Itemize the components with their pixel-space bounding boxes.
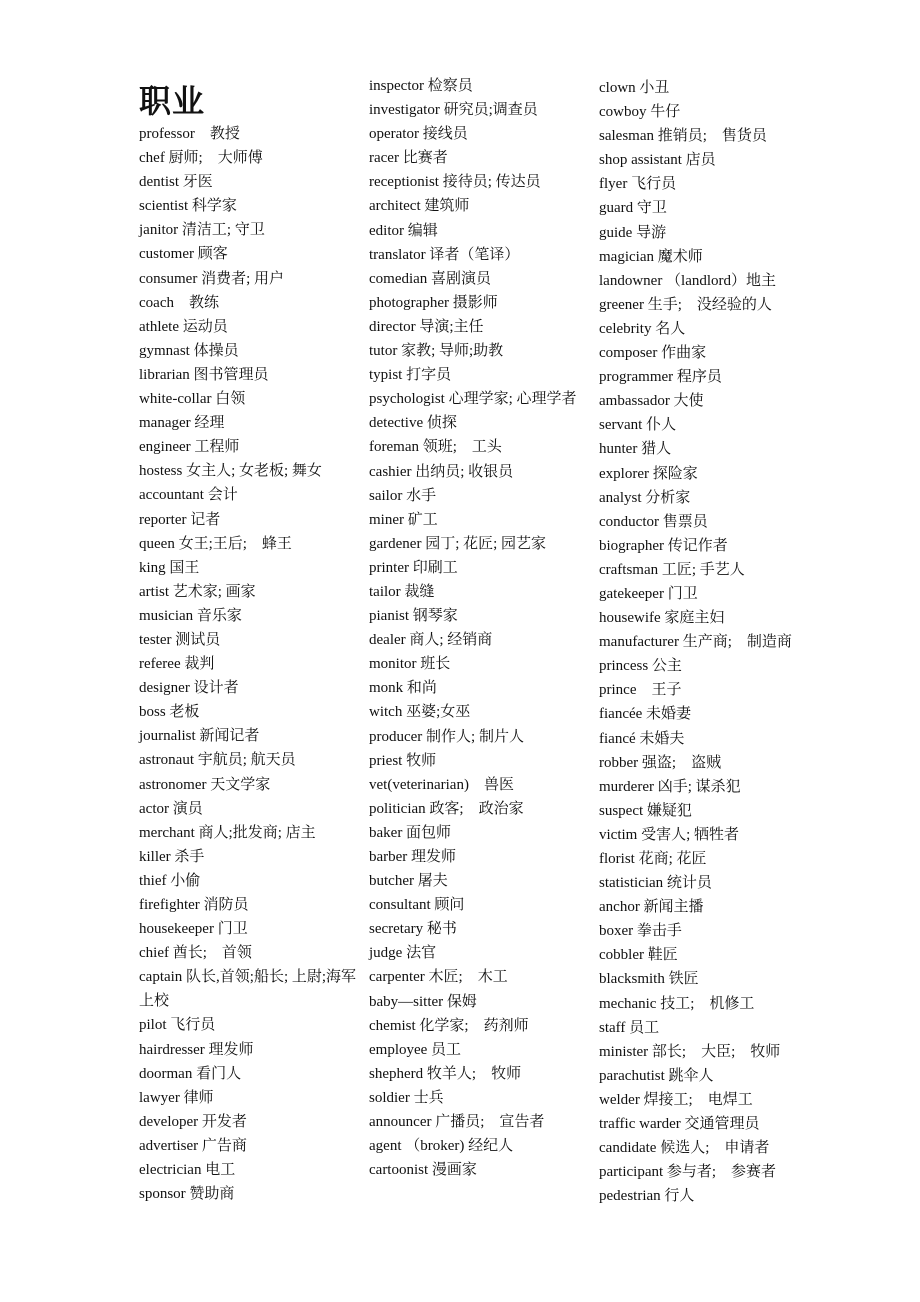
vocab-entry: greener 生手; 没经验的人 (599, 296, 772, 313)
vocab-entry: inspector 检察员 (369, 78, 473, 94)
vocab-entry: chef 厨师; 大师傅 (139, 150, 263, 167)
vocab-entry: accountant 会计 (139, 487, 238, 504)
vocab-entry: ambassador 大使 (599, 393, 704, 410)
vocab-entry: suspect 嫌疑犯 (599, 802, 692, 819)
vocab-entry: florist 花商; 花匠 (599, 851, 707, 867)
vocab-entry: housewife 家庭主妇 (599, 610, 725, 627)
vocab-entry: prince 王子 (599, 682, 682, 699)
vocab-entry: guide 导游 (599, 224, 667, 241)
vocab-entry: mechanic 技工; 机修工 (599, 995, 755, 1012)
vocab-entry: composer 作曲家 (599, 345, 707, 362)
vocab-entry: agent （broker) 经纪人 (369, 1138, 514, 1155)
vocab-entry: gymnast 体操员 (139, 342, 239, 359)
vocab-entry: advertiser 广告商 (139, 1137, 247, 1154)
vocab-entry: announcer 广播员; 宣告者 (369, 1114, 545, 1131)
vocab-entry: clown 小丑 (599, 80, 670, 96)
vocab-entry: programmer 程序员 (599, 369, 722, 386)
vocab-entry: producer 制作人; 制片人 (369, 728, 524, 745)
vocab-entry: traffic warder 交通管理员 (599, 1116, 760, 1133)
vocab-entry: cowboy 牛仔 (599, 104, 681, 121)
vocab-entry: robber 强盗; 盗贼 (599, 754, 722, 771)
vocab-entry: hostess 女主人; 女老板; 舞女 (139, 463, 322, 480)
vocab-entry: blacksmith 铁匠 (599, 971, 699, 988)
vocab-entry: pedestrian 行人 (599, 1188, 695, 1205)
vocab-entry: king 国王 (139, 559, 200, 576)
vocab-entry: psychologist 心理学家; 心理学者 (369, 391, 577, 408)
vocab-entry: dentist 牙医 (139, 174, 213, 191)
vocab-entry: astronaut 宇航员; 航天员 (139, 752, 296, 769)
vocab-entry: gatekeeper 门卫 (599, 585, 698, 602)
vocab-entry: parachutist 跳伞人 (599, 1067, 714, 1084)
vocab-entry: participant 参与者; 参赛者 (599, 1164, 777, 1181)
vocab-entry: cashier 出纳员; 收银员 (369, 463, 514, 480)
vocab-entry: developer 开发者 (139, 1113, 247, 1130)
vocab-entry: pianist 钢琴家 (369, 608, 458, 625)
vocab-entry: thief 小偷 (139, 872, 201, 889)
vocab-entry: hairdresser 理发师 (139, 1041, 254, 1058)
vocab-entry: secretary 秘书 (369, 921, 457, 938)
vocab-entry: gardener 园丁; 花匠; 园艺家 (369, 535, 547, 552)
vocab-entry: artist 艺术家; 画家 (139, 583, 256, 600)
page-title: 职业 (139, 82, 206, 120)
vocab-entry: tailor 裁缝 (369, 583, 435, 600)
vocab-entry: translator 译者（笔译） (369, 246, 520, 263)
vocab-entry: cobbler 鞋匠 (599, 947, 678, 964)
vocab-entry: doorman 看门人 (139, 1065, 242, 1082)
vocab-entry: soldier 士兵 (369, 1089, 444, 1106)
vocab-entry: fiancé 未婚夫 (599, 730, 685, 747)
vocab-entry: magician 魔术师 (599, 248, 703, 265)
vocab-entry: white-collar 白领 (139, 391, 246, 408)
vocab-entry: pilot 飞行员 (139, 1017, 216, 1034)
vocab-entry: detective 侦探 (369, 415, 457, 432)
column-2 (369, 74, 593, 1182)
vocab-entry: baker 面包师 (369, 824, 452, 841)
vocab-entry: vet(veterinarian) 兽医 (369, 776, 514, 793)
vocab-entry: reporter 记者 (139, 511, 221, 528)
vocab-entry: conductor 售票员 (599, 513, 708, 530)
vocab-entry: carpenter 木匠; 木工 (369, 969, 508, 986)
vocab-entry: designer 设计者 (139, 680, 239, 697)
vocab-entry: princess 公主 (599, 658, 682, 675)
vocab-entry: barber 理发师 (369, 849, 457, 865)
vocab-entry: hunter 猎人 (599, 441, 672, 458)
vocab-entry: firefighter 消防员 (139, 897, 249, 913)
vocab-entry: cartoonist 漫画家 (369, 1162, 477, 1179)
vocab-entry: manager 经理 (139, 415, 225, 432)
vocab-entry: athlete 运动员 (139, 318, 228, 335)
vocab-entry: victim 受害人; 牺牲者 (599, 826, 739, 843)
vocab-entry: astronomer 天文学家 (139, 776, 271, 793)
vocab-entry: murderer 凶手; 谋杀犯 (599, 778, 741, 795)
vocab-entry: engineer 工程师 (139, 439, 240, 456)
vocab-entry: tester 测试员 (139, 631, 221, 648)
vocab-entry: politician 政客; 政治家 (369, 800, 524, 817)
vocab-entry: lawyer 律师 (139, 1089, 214, 1106)
vocab-entry: manufacturer 生产商; 制造商 (599, 634, 792, 651)
vocab-entry: employee 员工 (369, 1041, 462, 1058)
vocab-entry: merchant 商人;批发商; 店主 (139, 824, 316, 841)
vocab-entry: actor 演员 (139, 800, 203, 817)
vocab-entry: biographer 传记作者 (599, 537, 728, 554)
vocab-entry: monitor 班长 (369, 656, 451, 673)
vocab-entry: landowner （landlord）地主 (599, 272, 777, 289)
vocab-entry: killer 杀手 (139, 848, 205, 865)
vocab-entry: guard 守卫 (599, 200, 667, 217)
vocab-entry: chief 酋长; 首领 (139, 945, 252, 962)
vocab-entry: sponsor 赞助商 (139, 1186, 235, 1203)
vocab-entry: baby—sitter 保姆 (369, 993, 477, 1010)
vocab-entry: analyst 分析家 (599, 489, 691, 506)
vocab-entry: typist 打字员 (369, 367, 452, 384)
vocab-entry: director 导演;主任 (369, 318, 484, 335)
vocab-entry: staff 员工 (599, 1019, 660, 1036)
vocab-entry: sailor 水手 (369, 487, 437, 504)
vocab-entry: librarian 图书管理员 (139, 366, 269, 383)
vocab-entry: fiancée 未婚妻 (599, 706, 692, 723)
vocab-entry: boxer 拳击手 (599, 923, 682, 940)
vocab-entry: electrician 电工 (139, 1162, 236, 1179)
vocab-entry: witch 巫婆;女巫 (369, 704, 471, 721)
vocab-entry: referee 裁判 (139, 656, 215, 673)
vocab-entry: janitor 清洁工; 守卫 (139, 222, 265, 239)
vocab-entry: receptionist 接待员; 传达员 (369, 174, 541, 191)
vocab-entry: boss 老板 (139, 704, 200, 721)
vocab-entry: consultant 顾问 (369, 897, 465, 914)
vocab-entry: tutor 家教; 导师;助教 (369, 343, 504, 360)
vocab-entry: journalist 新闻记者 (139, 728, 260, 745)
vocab-entry: explorer 探险家 (599, 465, 698, 482)
vocab-entry: chemist 化学家; 药剂师 (369, 1017, 529, 1034)
vocab-entry: musician 音乐家 (139, 607, 242, 624)
vocab-entry: foreman 领班; 工头 (369, 439, 502, 456)
vocab-entry: dealer 商人; 经销商 (369, 632, 493, 649)
vocab-entry: shepherd 牧羊人; 牧师 (369, 1065, 522, 1082)
vocab-entry: monk 和尚 (369, 680, 437, 697)
vocab-entry: flyer 飞行员 (599, 176, 677, 193)
vocab-entry: scientist 科学家 (139, 198, 237, 215)
vocab-entry: operator 接线员 (369, 126, 468, 143)
vocab-entry: servant 仆人 (599, 417, 677, 434)
vocab-entry: editor 编辑 (369, 222, 438, 239)
vocab-entry: craftsman 工匠; 手艺人 (599, 561, 745, 578)
vocab-entry: racer 比赛者 (369, 150, 448, 167)
vocab-entry: candidate 候选人; 申请者 (599, 1140, 770, 1157)
vocab-entry: investigator 研究员;调查员 (369, 102, 538, 119)
vocab-entry: coach 教练 (139, 294, 219, 311)
vocab-entry: shop assistant 店员 (599, 152, 716, 169)
vocab-entry: minister 部长; 大臣; 牧师 (599, 1043, 781, 1060)
vocab-entry: customer 顾客 (139, 246, 228, 263)
vocab-entry: welder 焊接工; 电焊工 (599, 1091, 753, 1108)
vocab-entry: butcher 屠夫 (369, 873, 448, 890)
vocab-entry: queen 女王;王后; 蜂王 (139, 535, 292, 552)
vocab-entry: anchor 新闻主播 (599, 899, 704, 916)
vocab-entry: photographer 摄影师 (369, 294, 498, 311)
vocab-entry: comedian 喜剧演员 (369, 270, 492, 287)
column-3 (599, 76, 821, 1208)
vocab-entry: priest 牧师 (369, 752, 437, 769)
vocab-entry: judge 法官 (369, 945, 437, 962)
vocab-entry: captain 队长,首领;船长; 上尉;海军上校 (139, 969, 357, 1010)
column-1 (139, 74, 361, 1206)
vocab-entry: architect 建筑师 (369, 198, 470, 215)
vocab-entry: statistician 统计员 (599, 875, 712, 892)
vocab-entry: miner 矿工 (369, 511, 438, 528)
vocab-entry: salesman 推销员; 售货员 (599, 128, 767, 145)
vocab-entry: celebrity 名人 (599, 320, 686, 337)
vocab-entry: housekeeper 门卫 (139, 921, 248, 938)
vocab-entry: professor 教授 (139, 126, 240, 142)
vocab-entry: consumer 消费者; 用户 (139, 270, 284, 287)
vocab-entry: printer 印刷工 (369, 559, 458, 576)
